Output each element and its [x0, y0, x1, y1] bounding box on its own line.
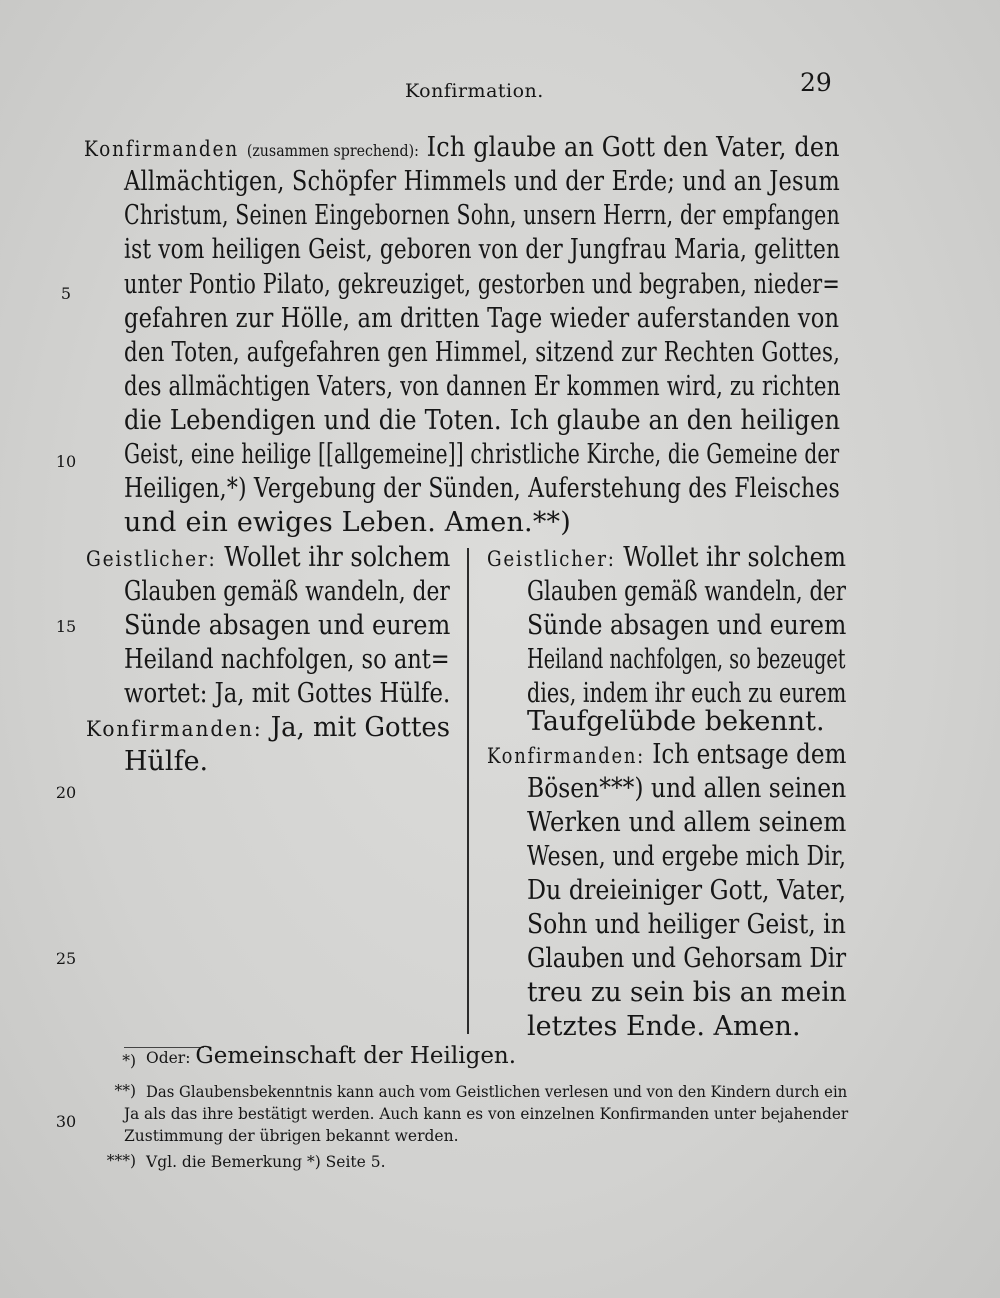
right-col-line: Sohn und heiliger Geist, in	[527, 909, 846, 940]
main-line: die Lebendigen und die Toten. Ich glaube an den heiligen	[124, 405, 841, 436]
left-col-line-1-text: Wollet ihr solchem	[224, 542, 451, 573]
left-col-line-1	[86, 541, 450, 576]
footnote-marker: ***)	[106, 1152, 136, 1170]
right-col-line: Bösen***) und allen seinen	[527, 773, 847, 804]
footnote-line: Zustimmung der übrigen bekannt werden.	[124, 1127, 459, 1145]
line-number: 15	[55, 617, 77, 636]
main-line: und ein ewiges Leben. Amen.**)	[124, 507, 571, 538]
footnote-3: Vgl. die Bemerkung *) Seite 5.	[146, 1153, 386, 1171]
running-title: Konfirmation.	[405, 80, 544, 102]
right-col-line-1-text: Wollet ihr solchem	[623, 542, 846, 573]
main-line-1-text: Ich glaube an Gott den Vater, den	[426, 132, 840, 163]
right-col-line-7	[487, 738, 846, 773]
right-col-line: letztes Ende. Amen.	[527, 1011, 801, 1042]
speaker-label: Konfirmanden	[84, 137, 240, 161]
left-col-line-6-text: Ja, mit Gottes	[270, 712, 451, 743]
main-line: unter Pontio Pilato, gekreuziget, gestorben und begraben, nieder=	[124, 269, 840, 300]
speaker-note: (zusammen sprechend):	[246, 141, 419, 160]
left-col-line: wortet: Ja, mit Gottes Hülfe.	[124, 678, 451, 709]
main-line: Geist, eine heilige [[allgemeine]] christliche Kirche, die Gemeine der	[124, 439, 840, 470]
main-line: des allmächtigen Vaters, von dannen Er kommen wird, zu richten	[124, 371, 841, 402]
left-col-line: Hülfe.	[124, 746, 209, 777]
main-line: gefahren zur Hölle, am dritten Tage wieder auferstanden von	[124, 303, 840, 334]
footnote-line: Ja als das ihre bestätigt werden. Auch kann es von einzelnen Konfirmanden unter bejahender	[124, 1105, 849, 1123]
right-col-line: Heiland nachfolgen, so bezeuget	[527, 644, 846, 675]
page-number: 29	[800, 68, 832, 97]
right-col-line: Glauben und Gehorsam Dir	[527, 943, 847, 974]
right-speaker-clergy: Geistlicher:	[487, 547, 616, 571]
line-number: 25	[55, 949, 77, 968]
right-col-line: treu zu sein bis an mein	[527, 977, 847, 1008]
line-number: 30	[55, 1112, 77, 1131]
right-col-line: Taufgelübde bekennt.	[527, 706, 825, 737]
right-col-line: Werken und allem seinem	[527, 807, 847, 838]
footnote-line: Das Glaubensbekenntnis kann auch vom Geistlichen verlesen und von den Kindern durch ein	[146, 1083, 848, 1101]
right-col-line: dies, indem ihr euch zu eurem	[527, 678, 847, 709]
line-number: 10	[55, 452, 77, 471]
right-col-line: Sünde absagen und eurem	[527, 610, 847, 641]
right-col-line-1	[487, 541, 846, 576]
right-col-line: Glauben gemäß wandeln, der	[527, 576, 846, 607]
main-line: Christum, Seinen Eingebornen Sohn, unsern Herrn, der empfangen	[124, 200, 840, 231]
left-speaker-confirmands: Konfirmanden:	[86, 717, 263, 741]
footnote-1	[146, 1043, 517, 1069]
left-col-line: Glauben gemäß wandeln, der	[124, 576, 450, 607]
footnote-marker: *)	[122, 1052, 136, 1070]
main-line: Allmächtigen, Schöpfer Himmels und der Erde; und an Jesum	[124, 166, 840, 197]
line-number: 20	[55, 783, 77, 802]
column-divider	[467, 548, 469, 1034]
main-line: ist vom heiligen Geist, geboren von der Jungfrau Maria, gelitten	[124, 234, 841, 265]
right-speaker-confirmands: Konfirmanden:	[487, 744, 645, 768]
footnote-1-prefix: Oder:	[146, 1049, 191, 1067]
main-line: den Toten, aufgefahren gen Himmel, sitzend zur Rechten Gottes,	[124, 337, 841, 368]
main-line: Heiligen,*) Vergebung der Sünden, Auferstehung des Fleisches	[124, 473, 840, 504]
right-col-line: Wesen, und ergebe mich Dir,	[527, 841, 846, 872]
left-speaker-clergy: Geistlicher:	[86, 547, 217, 571]
main-line-1	[84, 131, 840, 168]
footnote-1-text: Gemeinschaft der Heiligen.	[195, 1043, 517, 1069]
left-col-line-6	[86, 711, 450, 746]
footnote-marker: **)	[114, 1082, 136, 1100]
right-col-line-7-text: Ich entsage dem	[652, 739, 847, 770]
left-col-line: Sünde absagen und eurem	[124, 610, 451, 641]
line-number: 5	[60, 284, 72, 303]
left-col-line: Heiland nachfolgen, so ant=	[124, 644, 450, 675]
right-col-line: Du dreieiniger Gott, Vater,	[527, 875, 847, 906]
